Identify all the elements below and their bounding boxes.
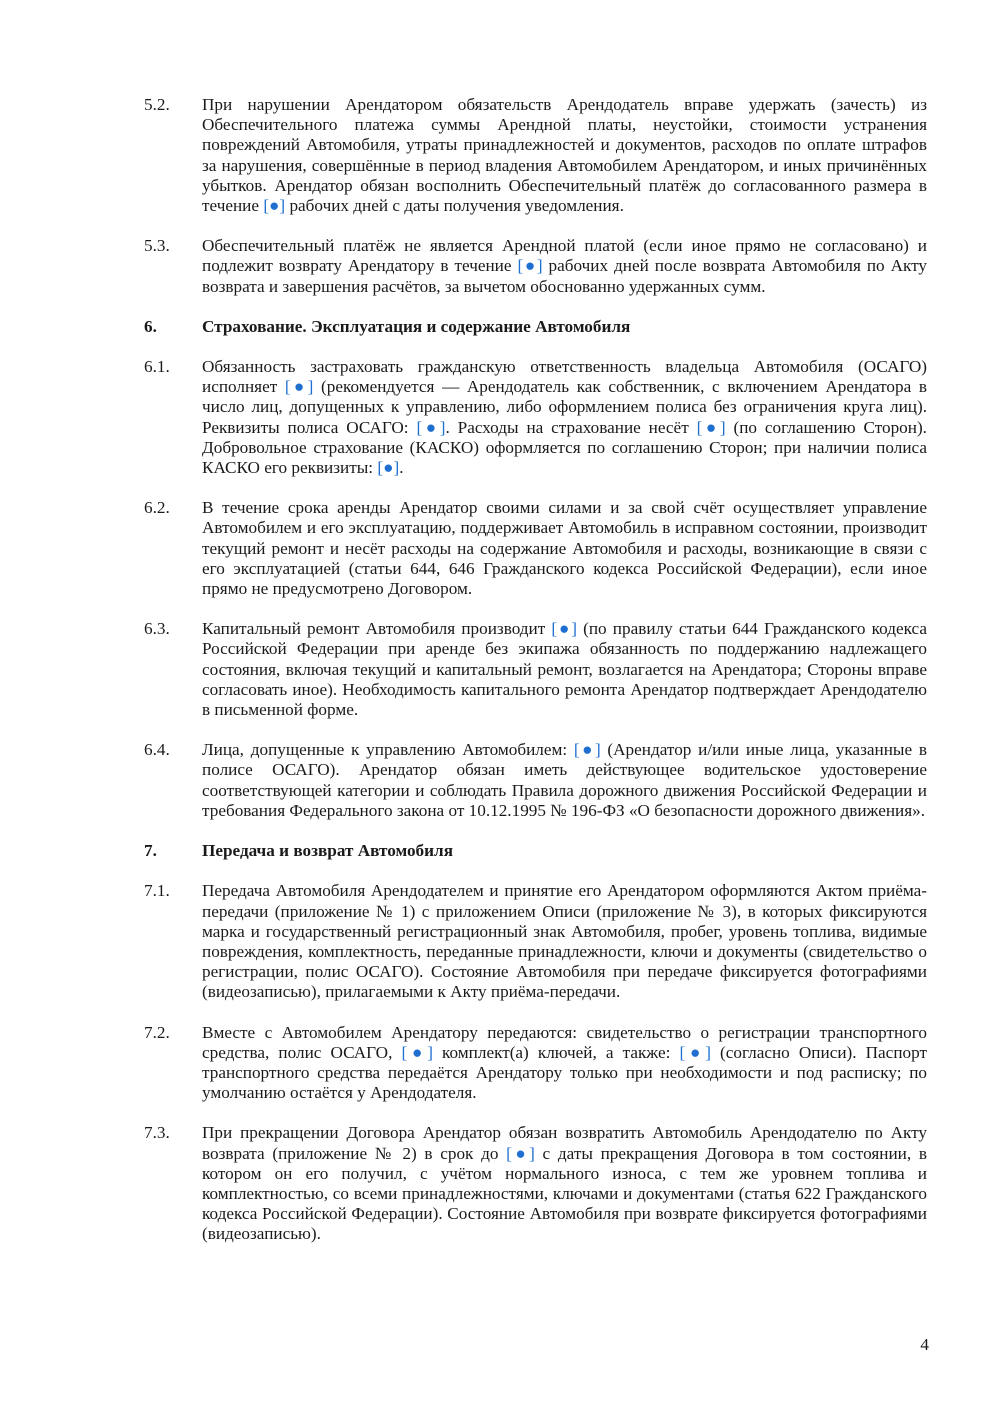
section-heading-7	[144, 841, 927, 861]
placeholder-marker: [●]	[573, 740, 601, 760]
clause-7-3	[144, 1123, 927, 1244]
clause-text	[202, 1023, 927, 1104]
clause-7-1	[144, 881, 927, 1002]
text-run: комплект(а) ключей, а также:	[432, 1042, 680, 1062]
placeholder-marker: [●]	[696, 417, 726, 437]
text-run: (рекомендуется — Арендодатель как собственник, с включением Арендатора в число лиц, допущенных к управлению, либо оформлением полиса без ограничения круга лиц). Реквизиты полиса ОСАГО:	[202, 377, 927, 437]
section-heading-6	[144, 317, 927, 337]
text-run: . Расходы на страхование несёт	[445, 417, 697, 437]
section-number: 7.	[144, 841, 157, 861]
placeholder-marker: [●]	[377, 458, 400, 478]
clause-text	[202, 1123, 927, 1244]
text-run: рабочих дней с даты получения уведомления.	[285, 196, 624, 216]
clause-number: 6.4.	[144, 740, 170, 760]
page-number: 4	[920, 1335, 929, 1354]
clause-number: 6.1.	[144, 357, 170, 377]
clause-number: 6.2.	[144, 498, 170, 518]
clause-number: 7.3.	[144, 1123, 170, 1143]
section-title: Передача и возврат Автомобиля	[202, 841, 453, 861]
text-run: с даты прекращения Договора в том состоянии, в котором он его получил, с учётом нормального износа, с тем же уровнем топлива и комплектностью, со всеми принадлежностями, ключами и документами (статья 622 Гражданского кодекса Российской Федерации). Состояние Автомобиля при возврате фиксируется фотографиями (видеозаписью).	[202, 1143, 927, 1244]
text-run: (Арендатор и/или иные лица, указанные в полисе ОСАГО). Арендатор обязан иметь действующее водительское удостоверение соответствующей категории и соблюдать Правила дорожного движения Российской Федерации и требования Федерального закона от 10.12.1995 № 196-ФЗ «О безопасности дорожного движения».	[202, 740, 927, 820]
text-run: рабочих дней после возврата Автомобиля по Акту возврата и завершения расчётов, за вычетом обоснованно удержанных сумм.	[202, 256, 927, 296]
clause-text	[202, 357, 927, 478]
placeholder-marker: [●]	[263, 196, 286, 216]
clause-text	[202, 740, 927, 821]
clause-5-3	[144, 236, 927, 297]
clause-6-2	[144, 498, 927, 599]
text-run: Капитальный ремонт Автомобиля производит	[202, 619, 552, 639]
clause-number: 6.3.	[144, 619, 170, 639]
clause-number: 7.1.	[144, 881, 170, 901]
placeholder-marker: [●]	[401, 1042, 433, 1062]
clause-5-2	[144, 95, 927, 216]
section-title: Страхование. Эксплуатация и содержание Автомобиля	[202, 316, 631, 336]
placeholder-marker: [●]	[284, 377, 314, 397]
text-run: Лица, допущенные к управлению Автомобилем:	[202, 740, 574, 760]
text-run: (по правилу статьи 644 Гражданского кодекса Российской Федерации при аренде без экипажа обязанность по поддержанию надлежащего состояния, включая текущий и капитальный ремонт, возлагается на Арендатора; Стороны вправе согласовать иное). Необходимость капитального ремонта Арендатор подтверждает Арендодателю в письменной форме.	[202, 619, 927, 720]
clause-number: 7.2.	[144, 1022, 170, 1042]
clause-number: 5.3.	[144, 236, 170, 256]
placeholder-marker: [●]	[506, 1143, 535, 1163]
text-run: Обеспечительный платёж не является Арендной платой (если иное прямо не согласовано) и подлежит возврату Арендатору в течение	[202, 236, 927, 276]
clause-7-2	[144, 1023, 927, 1104]
text-run: При прекращении Договора Арендатор обязан возвратить Автомобиль Арендодателю по Акту возврата (приложение № 2) в срок до	[202, 1123, 927, 1163]
text-run: Вместе с Автомобилем Арендатору передаются: свидетельство о регистрации транспортного средства, полис ОСАГО,	[202, 1022, 927, 1062]
clause-6-1	[144, 357, 927, 478]
clause-text: В течение срока аренды Арендатор своими силами и за свой счёт осуществляет управление Автомобилем и его эксплуатацию, поддерживает Автомобиль в исправном состоянии, производит текущий ремонт и несёт расходы на содержание Автомобиля и расходы, возникающие в связи с его эксплуатацией (статьи 644, 646 Гражданского кодекса Российской Федерации), если иное прямо не предусмотрено Договором.	[202, 498, 927, 599]
text-run: (согласно Описи). Паспорт транспортного средства передаётся Арендатору только при необходимости и под расписку; по умолчанию остаётся у Арендодателя.	[202, 1042, 927, 1103]
clause-text: Передача Автомобиля Арендодателем и принятие его Арендатором оформляются Актом приёма-передачи (приложение № 1) с приложением Описи (приложение № 3), в которых фиксируются марка и государственный регистрационный знак Автомобиля, пробег, уровень топлива, видимые повреждения, комплектность, переданные принадлежности, ключи и документы (свидетельство о регистрации, полис ОСАГО). Состояние Автомобиля при передаче фиксируется фотографиями (видеозаписью), прилагаемыми к Акту приёма-передачи.	[202, 881, 927, 1002]
text-run: (по соглашению Сторон). Добровольное страхование (КАСКО) оформляется по соглашению Сторон; при наличии полиса КАСКО его реквизиты:	[202, 417, 927, 478]
clause-number: 5.2.	[144, 95, 170, 114]
placeholder-marker: [●]	[517, 256, 543, 276]
placeholder-marker: [●]	[551, 619, 577, 639]
clause-text	[202, 95, 927, 216]
placeholder-marker: [●]	[416, 417, 446, 437]
text-run: Обязанность застраховать гражданскую ответственность владельца Автомобиля (ОСАГО) исполняет	[202, 357, 927, 397]
document-body	[144, 95, 927, 1265]
section-number: 6.	[144, 316, 157, 336]
clause-text	[202, 619, 927, 720]
clause-text	[202, 236, 927, 297]
placeholder-marker: [●]	[679, 1042, 711, 1062]
text-run: При нарушении Арендатором обязательств Арендодатель вправе удержать (зачесть) из Обеспечительного платежа суммы Арендной платы, неустойки, стоимости устранения повреждений Автомобиля, утраты принадлежностей и документов, расходов по оплате штрафов за нарушения, совершённые в период владения Автомобилем Арендатором, и иных причинённых убытков. Арендатор обязан восполнить Обеспечительный платёж до согласованного размера в течение	[202, 95, 927, 216]
clause-6-4	[144, 740, 927, 821]
clause-6-3	[144, 619, 927, 720]
text-run: .	[399, 458, 404, 478]
